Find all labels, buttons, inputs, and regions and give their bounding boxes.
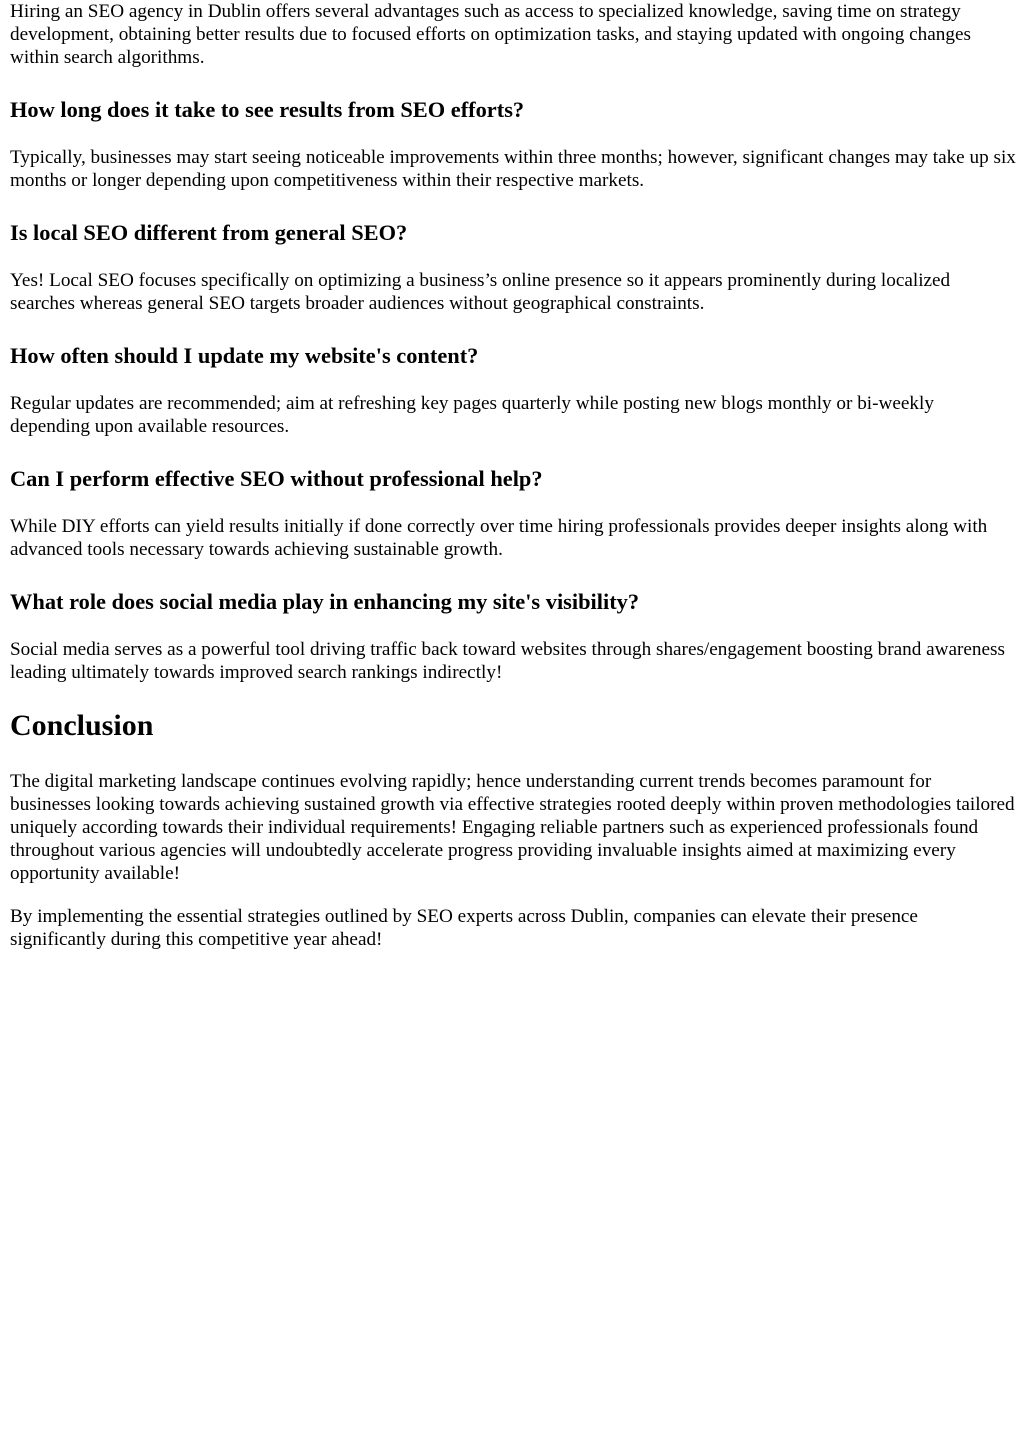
- faq-item: [10, 589, 1016, 684]
- faq-answer: Social media serves as a powerful tool driving traffic back toward websites through shares/engagement boosting brand awareness leading ultimately towards improved search rankings indirectly!: [10, 639, 1005, 683]
- conclusion-heading: Conclusion: [10, 709, 154, 742]
- faq-question: What role does social media play in enhancing my site's visibility?: [10, 589, 640, 614]
- faq-item: [10, 220, 1016, 315]
- faq-item: [10, 466, 1016, 561]
- intro-paragraph: Hiring an SEO agency in Dublin offers several advantages such as access to specialized knowledge, saving time on strategy development, obtaining better results due to focused efforts on optimization tasks, and staying updated with ongoing changes within search algorithms.: [10, 1, 971, 68]
- faq-item: [10, 343, 1016, 438]
- faq-question: How long does it take to see results from SEO efforts?: [10, 97, 525, 122]
- conclusion-paragraph: By implementing the essential strategies outlined by SEO experts across Dublin, companies can elevate their presence significantly during this competitive year ahead!: [10, 906, 918, 950]
- faq-question: Is local SEO different from general SEO?: [10, 220, 408, 245]
- faq-question: How often should I update my website's content?: [10, 343, 479, 368]
- faq-answer: While DIY efforts can yield results initially if done correctly over time hiring professionals provides deeper insights along with advanced tools necessary towards achieving sustainable growth.: [10, 516, 988, 560]
- faq-item: [10, 97, 1016, 192]
- faq-answer: Yes! Local SEO focuses specifically on optimizing a business’s online presence so it appears prominently during localized searches whereas general SEO targets broader audiences without geographical constraints.: [10, 270, 951, 314]
- faq-answer: Regular updates are recommended; aim at refreshing key pages quarterly while posting new blogs monthly or bi-weekly depending upon available resources.: [10, 393, 934, 437]
- faq-answer: Typically, businesses may start seeing noticeable improvements within three months; however, significant changes may take up six months or longer depending upon competitiveness within their respective markets.: [10, 147, 1016, 191]
- faq-question: Can I perform effective SEO without professional help?: [10, 466, 543, 491]
- conclusion-paragraph: The digital marketing landscape continues evolving rapidly; hence understanding current trends becomes paramount for businesses looking towards achieving sustained growth via effective strategies rooted deeply within proven methodologies tailored uniquely according towards their individual requirements! Engaging reliable partners such as experienced professionals found throughout various agencies will undoubtedly accelerate progress providing invaluable insights aimed at maximizing every opportunity available!: [10, 771, 1015, 884]
